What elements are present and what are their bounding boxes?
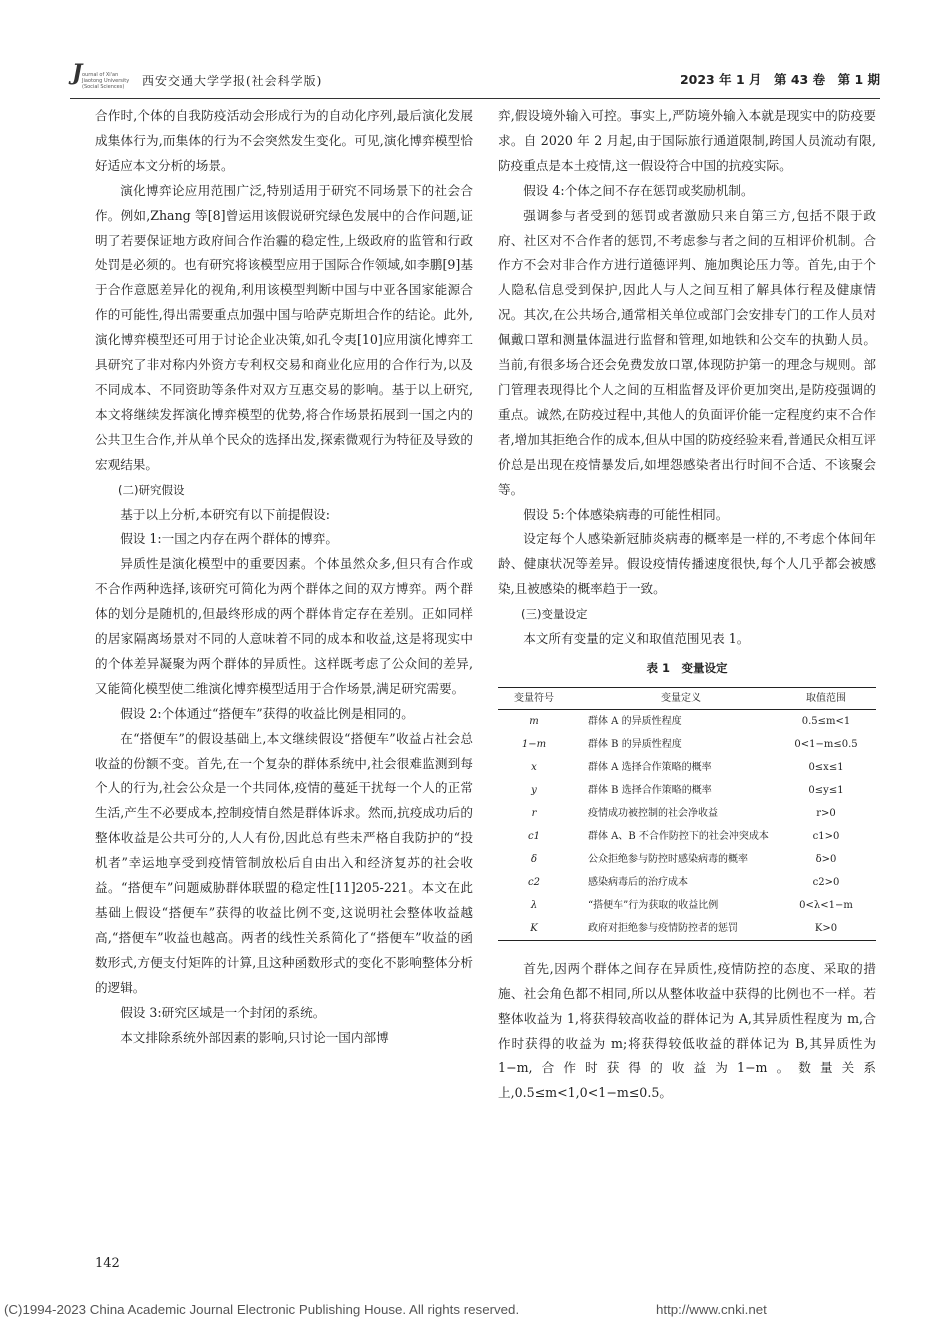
table-row <box>498 733 876 756</box>
logo-letter: J <box>72 60 83 86</box>
table-cell: 政府对拒绝参与疫情防控者的惩罚 <box>570 917 776 941</box>
table-row <box>498 871 876 894</box>
footer-url: http://www.cnki.net <box>656 1302 767 1317</box>
table-row <box>498 802 876 825</box>
table-cell: K>0 <box>776 917 876 941</box>
paragraph: 强调参与者受到的惩罚或者激励只来自第三方,包括不限于政府、社区对不合作者的惩罚,不考虑参与者之间的互相评价机制。合作方不会对非合作方进行道德评判、施加舆论压力等。首先,由于个人隐私信息受到保护,因此人与人之间互相了解具体行程及健康情况。其次,在公共场合,通常相关单位或部门会安排专门的工作人员对佩戴口罩和测量体温进行监督和管理,如地铁和公交车的执勤人员。当前,有很多场合还会免费发放口罩,体现防护第一的理念与规则。部门管理表现得比个人之间的互相监督及评价更加突出,是防疫强调的重点。诚然,在防疫过程中,其他人的负面评价能一定程度约束不合作者,增加其拒绝合作的成本,但从中国的防疫经验来看,普通民众相互评价总是出现在疫情暴发后,如埋怨感染者出行时间不合适、不该聚会等。 <box>498 207 876 497</box>
page-header <box>70 58 880 99</box>
table-cell: 0<1−m≤0.5 <box>794 738 858 750</box>
right-column <box>498 104 876 1106</box>
table-cell: 公众拒绝参与防控时感染病毒的概率 <box>588 853 748 865</box>
paragraph: 演化博弈论应用范围广泛,特别适用于研究不同场景下的社会合作。例如,Zhang 等[8]曾运用该假说研究绿色发展中的合作问题,证明了若要保证地方政府间合作治霾的稳定性,上级政府的监管和行政处罚是必须的。也有研究将该模型应用于国际合作领域,如李鹏[9]基于合作意愿差异化的视角,利用该模型判断中国与中亚各国家能源合作的可能性,得出需要重点加强中国与哈萨克斯坦合作的结论。此外,演化博弈模型还可用于讨论企业决策,如孔令夷[10]应用演化博弈工具研究了非对称内外资方专利权交易和商业化应用的合作行为,以及不同成本、不同资助等条件对双方互惠交易的影响。基于以上研究,本文将继续发挥演化博弈模型的优势,将合作场景拓展到一国之内的公共卫生合作,并从单个民众的选择出发,探索微观行为特征及导致的宏观结果。 <box>95 182 473 472</box>
paragraph: 在“搭便车”的假设基础上,本文继续假设“搭便车”收益占社会总收益的份额不变。首先,在一个复杂的群体系统中,社会很难监测到每个人的行为,社会公众是一个共同体,疫情的蔓延干扰每一个人的正常生活,产生不必要成本,控制疫情自然是群体诉求。然而,抗疫成功后的整体收益是公共可分的,人人有份,因此总有些未严格自我防护的“投机者”幸运地享受到疫情管制放松后自由出入和经济复苏的社会收益。“搭便车”问题威胁群体联盟的稳定性[11]205-221。本文在此基础上假设“搭便车”获得的收益比例不变,这说明社会整体收益越高,“搭便车”收益也越高。两者的线性关系简化了“搭便车”收益的函数形式,方便支付矩阵的计算,且这种函数形式的变化不影响整体分析的逻辑。 <box>95 730 473 995</box>
page-number: 142 <box>95 1256 120 1271</box>
table-row <box>498 848 876 871</box>
table-cell: 疫情成功被控制的社会净收益 <box>588 807 718 819</box>
table-row <box>498 894 876 917</box>
table-header-row <box>498 687 876 709</box>
section-heading: (三)变量设定 <box>521 607 588 622</box>
table-cell: δ>0 <box>815 853 837 865</box>
table-cell: 0≤x≤1 <box>808 761 844 773</box>
hypothesis: 假设 4:个体之间不存在惩罚或奖励机制。 <box>523 182 754 198</box>
table-cell: c2>0 <box>812 876 840 888</box>
table-cell: 群体 B 选择合作策略的概率 <box>588 784 712 796</box>
hypothesis: 假设 1:一国之内存在两个群体的博弈。 <box>120 531 338 547</box>
paragraph: 异质性是演化模型中的重要因素。个体虽然众多,但只有合作或不合作两种选择,该研究可简化为两个群体之间的双方博弈。两个群体的划分是随机的,但最终形成的两个群体肯定存在差别。正如同样的居家隔离场景对不同的人意味着不同的成本和收益,这是将现实中的个体差异凝聚为两个群体的异质性。这样既考虑了公众间的差异,又能简化模型使二维演化博弈模型适用于合作场景,满足研究需要。 <box>95 556 473 696</box>
table-cell: 群体 A 选择合作策略的概率 <box>588 761 712 773</box>
table-cell: 群体 A 的异质性程度 <box>588 715 682 727</box>
copyright-text: (C)1994-2023 China Academic Journal Electronic Publishing House. All rights reserved. <box>4 1302 520 1317</box>
paragraph: 首先,因两个群体之间存在异质性,疫情防控的态度、采取的措施、社会角色都不相同,所以从整体收益中获得的比例也不一样。若整体收益为 1,将获得较高收益的群体记为 A,其异质性程度为 m,合作时获得的收益为 m;将获得较低收益的群体记为 B,其异质性为 1−m,合作时获得的收益为1−m。数量关系上,0.5≤m<1,0<1−m≤0.5。 <box>498 960 876 1101</box>
table-cell: 感染病毒后的治疗成本 <box>588 876 688 888</box>
table-row <box>498 825 876 848</box>
table-cell: x <box>531 761 537 773</box>
paragraph: 基于以上分析,本研究有以下前提假设: <box>120 506 330 522</box>
table-title: 表 1 变量设定 <box>646 660 728 675</box>
left-column <box>95 104 473 1050</box>
table-cell: 0≤y≤1 <box>808 784 844 796</box>
table-row <box>498 709 876 733</box>
table-cell: 0<λ<1−m <box>799 899 853 911</box>
issue-info: 2023 年 1 月 第 43 卷 第 1 期 <box>679 72 880 87</box>
table-cell: y <box>531 784 537 796</box>
table-cell: 1−m <box>521 738 547 750</box>
paragraph: 本文所有变量的定义和取值范围见表 1。 <box>523 631 750 647</box>
table-cell: r>0 <box>816 807 836 819</box>
table-cell: 群体 B 的异质性程度 <box>588 738 682 750</box>
section-heading: (二)研究假设 <box>118 482 185 497</box>
table-cell: c1 <box>528 830 540 842</box>
table-cell: c2 <box>528 876 540 888</box>
paragraph: 合作时,个体的自我防疫活动会形成行为的自动化序列,最后演化发展成集体行为,而集体的行为不会突然发生变化。可见,演化博弈模型恰好适应本文分析的场景。 <box>95 108 473 173</box>
table-cell: 0.5≤m<1 <box>801 715 851 727</box>
variable-table <box>498 687 876 941</box>
table-cell: 群体 A、B 不合作防控下的社会冲突成本 <box>588 830 769 842</box>
table-cell: λ <box>530 899 538 911</box>
paragraph: 弈,假设境外输入可控。事实上,严防境外输入本就是现实中的防疫要求。自 2020 年 2 月起,由于国际旅行通道限制,跨国人员流动有限,防疫重点是本土疫情,这一假设符合中国的抗疫实际。 <box>498 108 876 173</box>
table-cell: “搭便车”行为获取的收益比例 <box>588 899 719 911</box>
paragraph: 本文排除系统外部因素的影响,只讨论一国内部博 <box>120 1029 389 1045</box>
hypothesis: 假设 3:研究区域是一个封闭的系统。 <box>120 1004 326 1020</box>
logo-subtext: ournal of Xi'an Jiaotong University (Social Sciences) <box>82 72 130 90</box>
table-cell: r <box>531 807 537 819</box>
table-row <box>498 917 876 941</box>
table-header: 变量定义 <box>570 687 776 709</box>
table-header: 取值范围 <box>776 687 876 709</box>
hypothesis: 假设 2:个体通过“搭便车”获得的收益比例是相同的。 <box>120 705 414 721</box>
paragraph: 设定每个人感染新冠肺炎病毒的概率是一样的,不考虑个体间年龄、健康状况等差异。假设疫情传播速度很快,每个人几乎都会被感染,且被感染的概率趋于一致。 <box>498 531 876 597</box>
hypothesis: 假设 5:个体感染病毒的可能性相同。 <box>523 506 729 522</box>
table-header: 变量符号 <box>498 687 570 709</box>
journal-title: 西安交通大学学报(社会科学版) <box>142 74 323 88</box>
table-cell: m <box>529 715 539 727</box>
copyright-footer <box>4 1302 767 1317</box>
table-cell: K <box>498 917 570 941</box>
table-row <box>498 756 876 779</box>
table-cell: c1>0 <box>812 830 840 842</box>
table-row <box>498 779 876 802</box>
table-cell: δ <box>530 853 538 865</box>
journal-logo <box>70 62 140 92</box>
